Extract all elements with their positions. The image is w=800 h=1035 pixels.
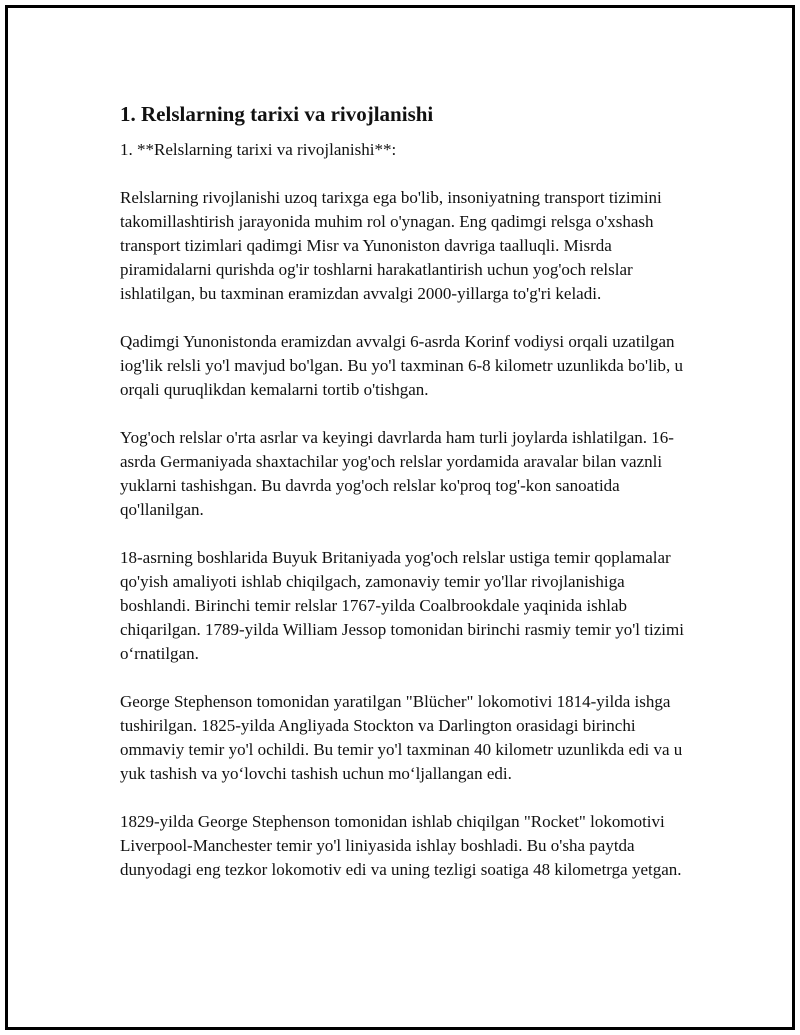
document-heading: 1. Relslarning tarixi va rivojlanishi — [120, 102, 434, 126]
paragraph: 18-asrning boshlarida Buyuk Britaniyada yog'och relslar ustiga temir qoplamalar qo'yish amaliyoti ishlab chiqilgach, zamonaviy temir yo'llar rivojlanishiga boshlandi. Birinchi temir relslar 1767-yilda Coalbrookdale yaqinida ishlab chiqarilgan. 1789-yilda William Jessop tomonidan birinchi rasmiy temir yo'l tizimi o‘rnatilgan. — [120, 548, 684, 663]
paragraph: Yog'och relslar o'rta asrlar va keyingi davrlarda ham turli joylarda ishlatilgan. 16-asrda Germaniyada shaxtachilar yog'och relslar yordamida aravalar bilan vaznli yuklarni tashishgan. Bu davrda yog'och relslar ko'proq tog'-kon sanoatida qo'llanilgan. — [120, 428, 674, 519]
document-subheading: 1. **Relslarning tarixi va rivojlanishi**: — [120, 140, 397, 159]
page-frame — [5, 5, 795, 1030]
paragraph: Qadimgi Yunonistonda eramizdan avvalgi 6-asrda Korinf vodiysi orqali uzatilgan iog'lik relsli yo'l mavjud bo'lgan. Bu yo'l taxminan 6-8 kilometr uzunlikda bo'lib, u orqali quruqlikdan kemalarni tortib o'tishgan. — [120, 332, 684, 399]
document-body — [120, 100, 695, 906]
paragraph: 1829-yilda George Stephenson tomonidan ishlab chiqilgan "Rocket" lokomotivi Liverpool-Manchester temir yo'l liniyasida ishlay boshladi. Bu o'sha paytda dunyodagi eng tezkor lokomotiv edi va uning tezligi soatiga 48 kilometrga yetgan. — [120, 812, 682, 879]
paragraph: George Stephenson tomonidan yaratilgan "Blücher" lokomotivi 1814-yilda ishga tushirilgan. 1825-yilda Angliyada Stockton va Darlington orasidagi birinchi ommaviy temir yo'l ochildi. Bu temir yo'l taxminan 40 kilometr uzunlikda edi va u yuk tashish va yo‘lovchi tashish uchun mo‘ljallangan edi. — [120, 692, 683, 783]
paragraph: Relslarning rivojlanishi uzoq tarixga ega bo'lib, insoniyatning transport tizimini takomillashtirish jarayonida muhim rol o'ynagan. Eng qadimgi relsga o'xshash transport tizimlari qadimgi Misr va Yunoniston davriga taalluqli. Misrda piramidalarni qurishda og'ir toshlarni harakatlantirish uchun yog'och relslar ishlatilgan, bu taxminan eramizdan avvalgi 2000-yillarga to'g'ri keladi. — [120, 188, 662, 303]
